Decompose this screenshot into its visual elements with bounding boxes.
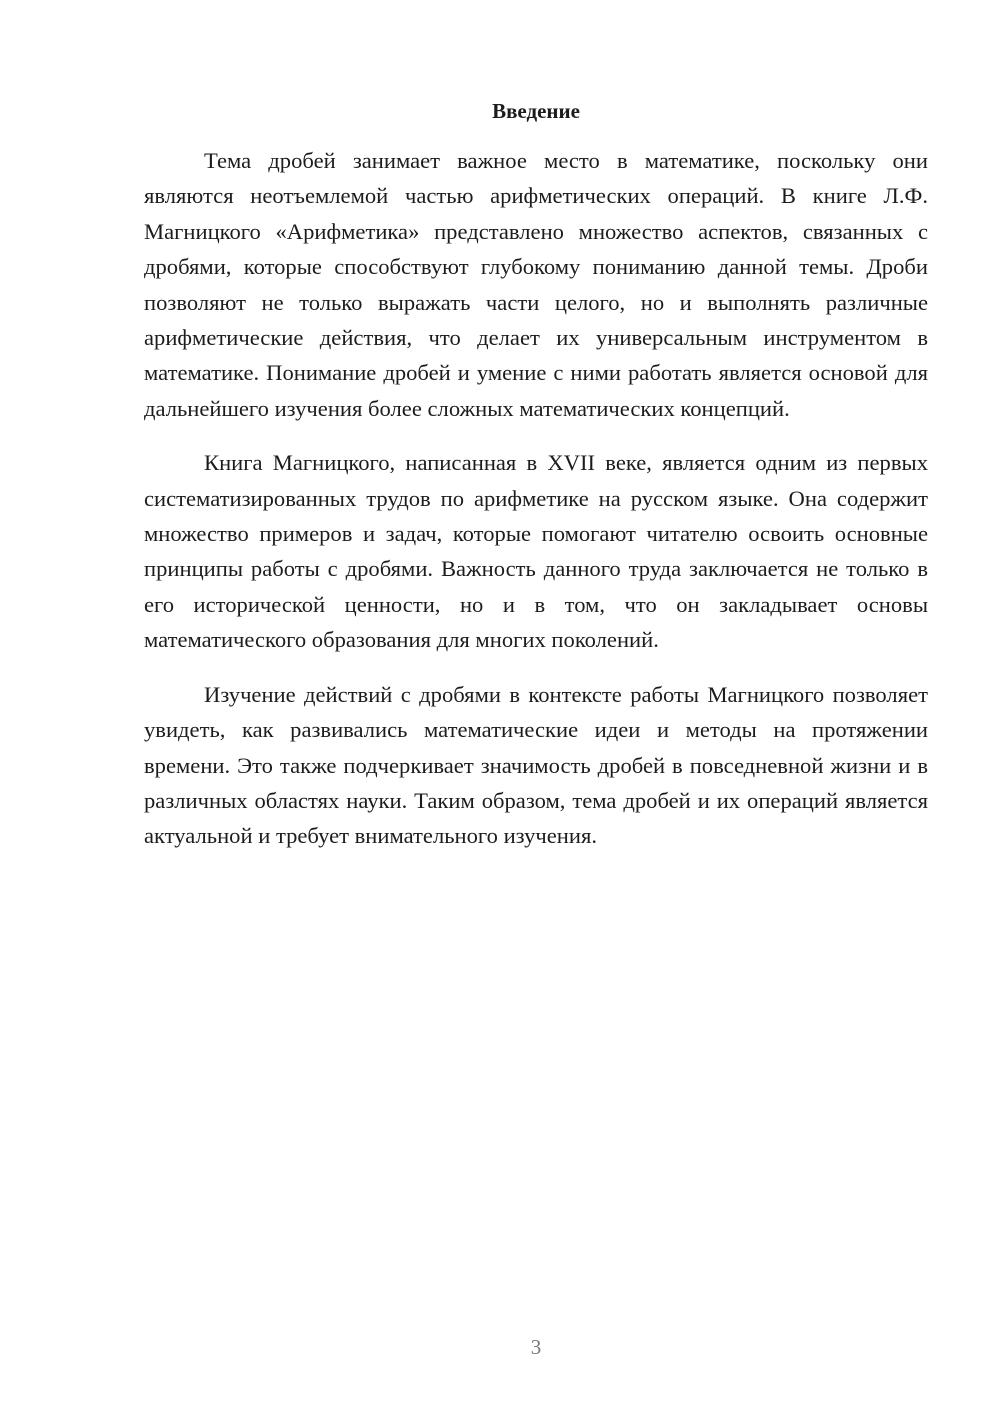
section-heading: Введение (492, 99, 580, 123)
page-number: 3 (530, 1335, 542, 1359)
paragraph-1: Тема дробей занимает важное место в математике, поскольку они являются неотъемлемой частью арифметических операций. В книге Л.Ф. Магницкого «Арифметика» представлено множество аспектов, связанных с дробями, которые способствуют глубокому пониманию данной темы. Дроби позволяют не только выражать части целого, но и выполнять различные арифметические действия, что делает их универсальным инструментом в математике. Понимание дробей и умение с ними работать является основой для дальнейшего изучения более сложных математических концепций. (144, 148, 928, 421)
paragraph-3: Изучение действий с дробями в контексте работы Магницкого позволяет увидеть, как развивались математические идеи и методы на протяжении времени. Это также подчеркивает значимость дробей в повседневной жизни и в различных областях науки. Таким образом, тема дробей и их операций является актуальной и требует внимательного изучения. (144, 681, 928, 849)
body-text (144, 143, 928, 873)
paragraph-2: Книга Магницкого, написанная в XVII веке, является одним из первых систематизированных трудов по арифметике на русском языке. Она содержит множество примеров и задач, которые помогают читателю освоить основные принципы работы с дробями. Важность данного труда заключается не только в его исторической ценности, но и в том, что он закладывает основы математического образования для многих поколений. (144, 450, 928, 653)
